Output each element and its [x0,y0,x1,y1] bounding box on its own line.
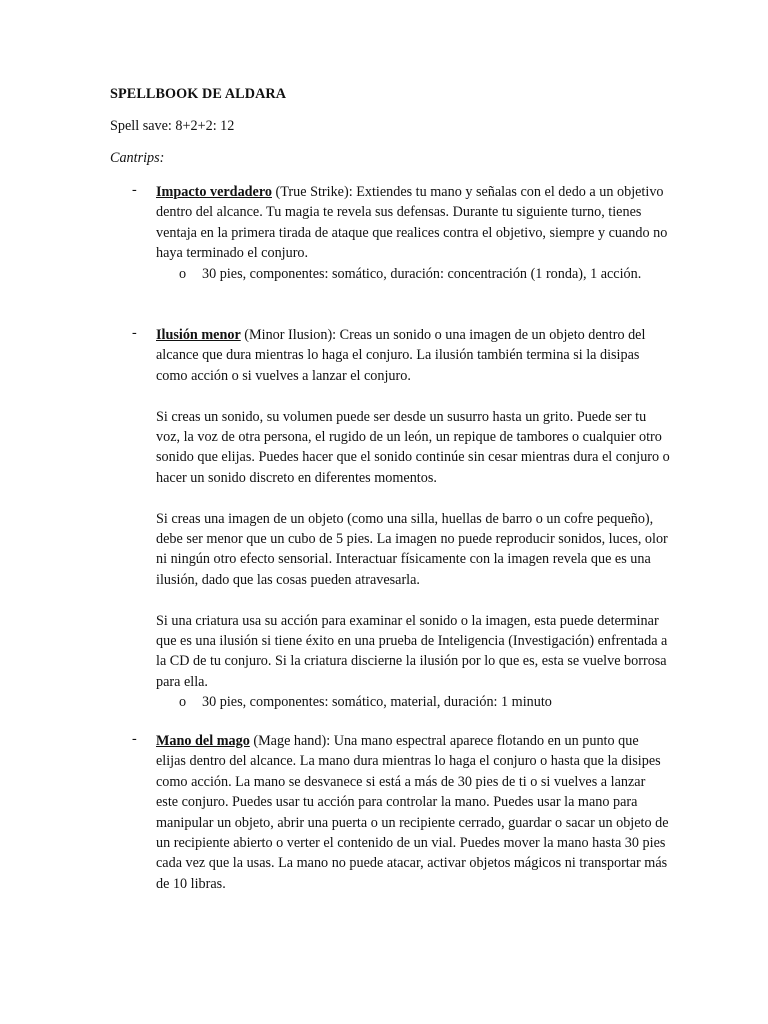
spell-paragraph: Si creas una imagen de un objeto (como una silla, huellas de barro o un cofre pequeño), debe ser menor que un cubo de 5 pies. La imagen no puede reproducir sonidos, luces, olor ni ningún otro efecto sensorial. Interactuar físicamente con la imagen revela que es una ilusión, dado que las cosas pueden atravesarla. [156,510,668,588]
list-dash: - [132,731,137,747]
spell-description: (True Strike): Extiendes tu mano y señalas con el dedo a un objetivo dentro del alcance. Tu magia te revela sus defensas. Durante tu siguiente turno, tienes ventaja en la primera tirada de ataque que realices contra el objetivo, siempre y cuando no haya terminado el conjuro. [156,184,668,262]
spell-text [156,731,670,894]
spell-details-text: 30 pies, componentes: somático, material, duración: 1 minuto [202,694,552,711]
list-dash: - [132,182,137,198]
spell-description: (Mage hand): Una mano espectral aparece flotando en un punto que elijas dentro del alcance. La mano dura mientras lo haga el conjuro o hasta que la disipes como acción. La mano se desvanece si está a más de 30 pies de ti o si vuelves a lanzar este conjuro. Puedes usar tu acción para controlar la mano. Puedes usar la mano para manipular un objeto, abrir una puerta o un recipiente cerrado, guardar o sacar un objeto de un recipiente abierto o verter el contenido de un vial. Puedes mover la mano hasta 30 pies cada vez que la usas. La mano no puede atacar, activar objetos mágicos ni transportar más de 10 libras. [156,733,669,892]
sub-bullet: o [179,694,187,711]
spell-paragraph: Si creas un sonido, su volumen puede ser desde un susurro hasta un grito. Puede ser tu voz, la voz de otra persona, el rugido de un león, un repique de tambores o cualquier otro sonido que elijas. Puedes hacer que el sonido continúe sin cesar mientras dura el conjuro o hacer un sonido discreto en diferentes momentos. [156,408,670,486]
spell-details-text: 30 pies, componentes: somático, duración: concentración (1 ronda), 1 acción. [202,265,642,282]
spell-text [156,182,670,264]
spell-entry-impacto-verdadero [110,182,670,284]
spell-entry-ilusion-menor [110,325,670,713]
spell-name: Impacto verdadero [156,184,272,200]
document-title: SPELLBOOK DE ALDARA [110,86,287,102]
spell-paragraph [156,731,670,894]
spell-text [156,325,670,692]
spell-paragraph: Si una criatura usa su acción para examinar el sonido o la imagen, esta puede determinar que es una ilusión si tiene éxito en una prueba de Inteligencia (Investigación) enfrentada a la CD de tu conjuro. Si la criatura discierne la ilusión por lo que es, esta se vuelve borrosa para ella. [156,612,668,690]
spell-save-line: Spell save: 8+2+2: 12 [110,118,235,134]
spell-description: (Minor Ilusion): Creas un sonido o una imagen de un objeto dentro del alcance que dura mientras lo haga el conjuro. La ilusión también termina si la disipas como acción o si vuelves a lanzar el conjuro. [156,327,646,384]
spell-paragraph [156,182,670,264]
spell-name: Mano del mago [156,733,250,749]
spell-name: Ilusión menor [156,327,241,343]
sub-bullet: o [179,265,187,282]
spell-details [179,264,670,284]
spell-entry-mano-del-mago [110,731,670,894]
spell-details [179,692,670,712]
list-dash: - [132,325,137,341]
cantrips-heading: Cantrips: [110,150,165,166]
spell-paragraph [156,325,670,386]
